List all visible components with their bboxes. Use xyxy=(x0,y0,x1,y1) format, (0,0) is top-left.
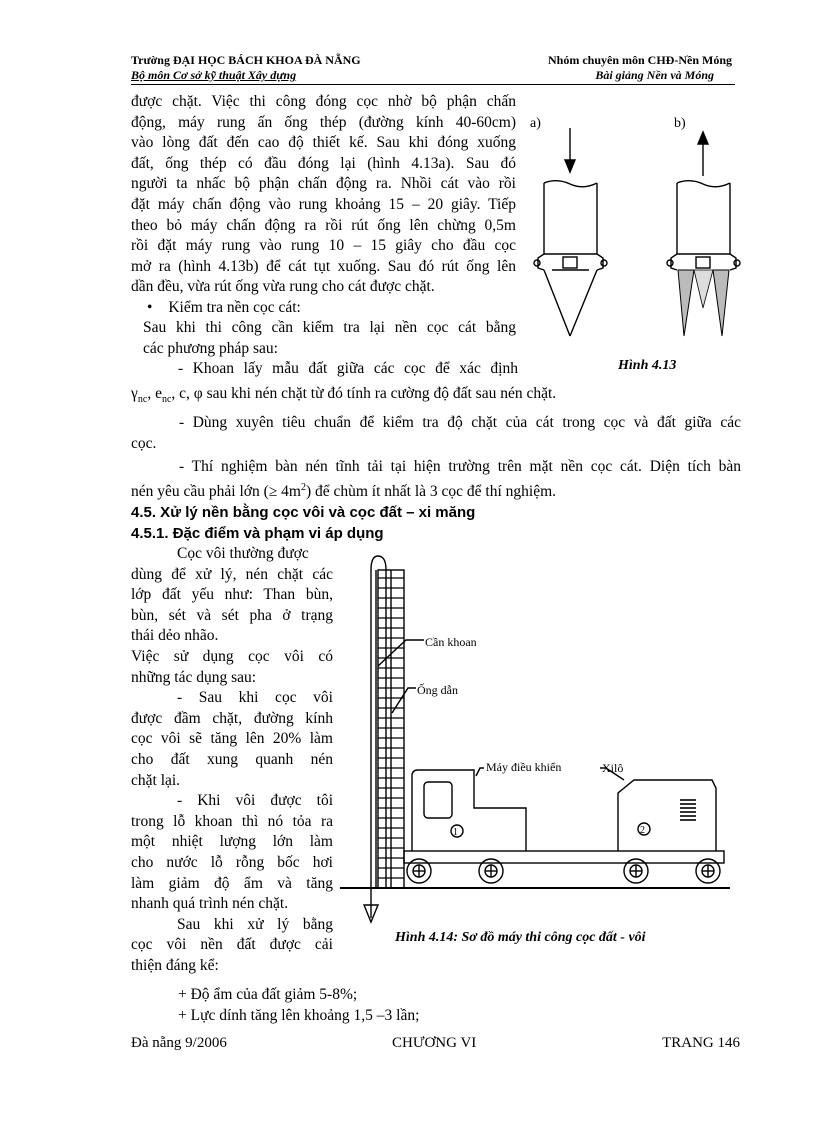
effects-list xyxy=(178,985,578,1026)
paragraph-construction: được chặt. Việc thi công đóng cọc nhờ bộ phận chấn động, máy rung ấn ống thép (đường kính 40-60cm) vào lòng đất đến cao độ thiết kế. Sau khi đóng xuống đất, ống thép có đầu đóng lại (hình 4.13a). Sau đó người ta nhấc bộ phận chấn động ra. Nhồi cát vào rồi đặt máy chấn động vào rung khoảng 15 – 20 giây. Tiếp theo bỏ máy chấn động ra rồi rút ống lên chừng 0,5m rồi đặt máy rung vào rung 10 – 15 giây cho đầu cọc mở ra (hình 4.13b) để cát tụt xuống. Sau đó rút ống lên dần đều, vừa rút ống vừa rung cho cát được chặt. xyxy=(131,93,516,296)
check-intro: Sau khi thi công cần kiểm tra lại nền cọc cát bằng các phương pháp sau: xyxy=(143,319,516,357)
bullet-check-sand-pile xyxy=(147,298,517,319)
bullet-text: Kiểm tra nền cọc cát: xyxy=(168,299,301,316)
label-may-dieu-khien: Máy điều khiển xyxy=(486,760,562,774)
label-ong-dan: Ống dẫn xyxy=(417,683,458,697)
fig-4-13-label-b: b) xyxy=(674,116,686,131)
footer-page-number: TRANG 146 xyxy=(662,1035,740,1051)
figure-4-14 xyxy=(338,548,738,958)
method-3: - Thí nghiệm bàn nén tĩnh tải tại hiện trường trên mặt nền cọc cát. Diện tích bàn nén yêu cầu phải lớn (≥ $4m^2$) để chùm ít nhất là 3 cọc để thí nghiệm. xyxy=(131,458,741,500)
header-rule xyxy=(131,84,735,85)
drilling-rig-drawing xyxy=(340,556,730,922)
footer-chapter: CHƯƠNG VI xyxy=(392,1035,477,1051)
marker-1: 1 xyxy=(453,827,458,838)
label-xilo: Xilô xyxy=(602,761,624,775)
fig-4-13-caption: Hình 4.13 xyxy=(618,358,677,373)
lime-pile-column-text: Cọc vôi thường được dùng để xử lý, nén chặt các lớp đất yếu như: Than bùn, bùn, sét và sét pha ở trạng thái dẻo nhão. Việc sử dụng cọc vôi có những tác dụng sau: - Sau khi cọc vôi được đầm chặt, đường kính cọc vôi sẽ tăng lên 20% làm cho đất xung quanh nén chặt lại. - Khi vôi được tôi trong lỗ khoan thì nó tỏa ra một nhiệt lượng lớn làm cho nước lỗ rỗng bốc hơi làm giảm độ ẩm và tăng nhanh quá trình nén chặt. Sau khi xử lý bằng cọc vôi nền đất được cải thiện đáng kể: xyxy=(131,545,333,974)
effect-item: + Độ ẩm của đất giảm 5-8%; xyxy=(178,986,358,1003)
fig-4-13-label-a: a) xyxy=(530,116,541,131)
method-1-line-1: - Khoan lấy mẫu đất giữa các cọc để xác định xyxy=(178,360,518,377)
method-1-line-2: $\gamma_{nc}$, $e_{nc}$, c, φ sau khi nén chặt từ đó tính ra cường độ đất sau nén chặt. xyxy=(131,385,557,406)
section-4-5-heading: 4.5. Xử lý nền bằng cọc vôi và cọc đất – xi măng xyxy=(131,504,476,521)
header-department: Bộ môn Cơ sở kỹ thuật Xây dựng xyxy=(131,68,297,82)
figure-4-13 xyxy=(520,108,760,383)
label-can-khoan: Cần khoan xyxy=(425,635,477,649)
method-2: - Dùng xuyên tiêu chuẩn để kiểm tra độ chặt của cát trong cọc và đất giữa các cọc. xyxy=(131,414,741,452)
footer-date: Đà nẵng 9/2006 xyxy=(131,1035,227,1051)
header-school: Trường ĐẠI HỌC BÁCH KHOA ĐÀ NẴNG xyxy=(131,53,361,67)
fig-4-14-caption: Hình 4.14: Sơ đồ máy thi công cọc đất - vôi xyxy=(395,930,646,945)
effect-item: + Lực dính tăng lên khoảng 1,5 –3 lần; xyxy=(178,1006,420,1024)
section-4-5-1-heading: 4.5.1. Đặc điểm và phạm vi áp dụng xyxy=(131,525,384,542)
marker-2: 2 xyxy=(640,825,645,836)
header-course: Bài giảng Nền và Móng xyxy=(595,68,714,82)
pipe-a-drawing xyxy=(534,128,607,336)
bullet-symbol: • xyxy=(147,299,153,316)
header-group: Nhóm chuyên môn CHĐ-Nền Móng xyxy=(547,53,732,67)
pipe-b-drawing xyxy=(667,132,740,336)
